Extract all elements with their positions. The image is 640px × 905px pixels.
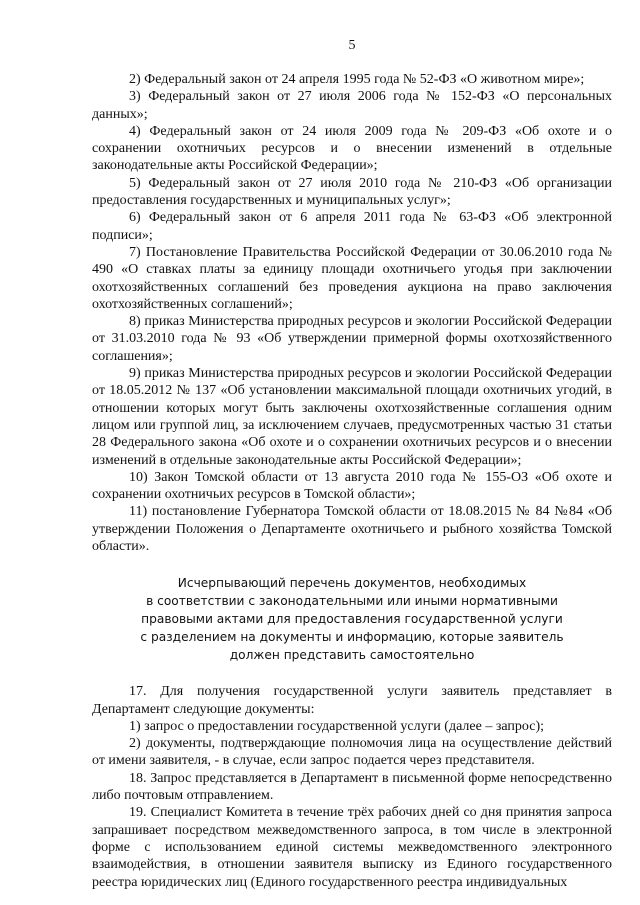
legal-basis-list xyxy=(92,71,612,555)
list-item: 3) Федеральный закон от 27 июля 2006 года № 152-ФЗ «О персональных данных»; xyxy=(92,89,612,122)
section-heading-line: Исчерпывающий перечень документов, необходимых xyxy=(177,576,527,591)
paragraph: 1) запрос о предоставлении государственной услуги (далее – запрос); xyxy=(129,718,545,734)
list-item: 2) Федеральный закон от 24 апреля 1995 года № 52-ФЗ «О животном мире»; xyxy=(129,72,585,87)
list-item: 4) Федеральный закон от 24 июля 2009 года № 209-ФЗ «Об охоте и о сохранении охотничьих ресурсов и о внесении изменений в отдельные законодательные акты Российской Федерации»; xyxy=(92,123,612,174)
document-page xyxy=(92,37,612,891)
paragraph: 2) документы, подтверждающие полномочия лица на осуществление действий от имени заявителя, - в случае, если запрос подается через представителя. xyxy=(92,736,612,769)
list-item: 9) приказ Министерства природных ресурсов и экологии Российской Федерации от 18.05.2012 № 137 «Об установлении максимальной площади охотничьих угодий, в отношении которых могут быть заключены охотхозяйственные соглашения одним лицом или группой лиц, за исключением случаев, предусмотренных частью 31 статьи 28 Федерального закона «Об охоте и о сохранении охотничьих ресурсов и о внесении изменений в отдельные законодательные акты Российской Федерации»; xyxy=(92,366,612,468)
list-item: 7) Постановление Правительства Российской Федерации от 30.06.2010 года № 490 «О ставках платы за единицу площади охотничьего угодья при заключении охотхозяйственных соглашений без проведения аукциона на право заключения охотхозяйственных соглашений»; xyxy=(92,244,612,312)
list-item: 5) Федеральный закон от 27 июля 2010 года № 210-ФЗ «Об организации предоставления государственных и муниципальных услуг»; xyxy=(92,175,612,209)
paragraph: 17. Для получения государственной услуги заявитель представляет в Департамент следующие документы: xyxy=(92,684,612,717)
section-heading-line: в соответствии с законодательными или иными нормативными xyxy=(146,594,558,609)
paragraph: 19. Специалист Комитета в течение трёх рабочих дней со дня принятия запроса запрашивает посредством межведомственного запроса, в том числе в электронной форме с использованием единой системы межведомственного электронного взаимодействия, в отношении заявителя выписку из Единого государственного реестра юридических лиц (Единого государственного реестра индивидуальных xyxy=(92,805,612,890)
list-item: 8) приказ Министерства природных ресурсов и экологии Российской Федерации от 31.03.2010 года № 93 «Об утверждении примерной формы охотхозяйственного соглашения»; xyxy=(92,314,612,364)
section-heading-line: правовыми актами для предоставления государственной услуги xyxy=(141,611,563,626)
section-heading-line: с разделением на документы и информацию, которые заявитель xyxy=(140,629,564,644)
body-text xyxy=(92,683,612,891)
paragraph: 18. Запрос представляется в Департамент в письменной форме непосредственно либо почтовым отправлением. xyxy=(92,770,612,804)
section-heading xyxy=(92,575,612,664)
list-item: 11) постановление Губернатора Томской области от 18.08.2015 № 84 №84 «Об утверждении Положения о Департаменте охотничьего и рыбного хозяйства Томской области». xyxy=(92,504,612,555)
page-number: 5 xyxy=(348,38,356,53)
section-heading-line: должен представить самостоятельно xyxy=(229,647,475,662)
list-item: 6) Федеральный закон от 6 апреля 2011 года № 63-ФЗ «Об электронной подписи»; xyxy=(92,210,612,243)
list-item: 10) Закон Томской области от 13 августа 2010 года № 155-ОЗ «Об охоте и сохранении охотничьих ресурсов в Томской области»; xyxy=(92,469,612,503)
